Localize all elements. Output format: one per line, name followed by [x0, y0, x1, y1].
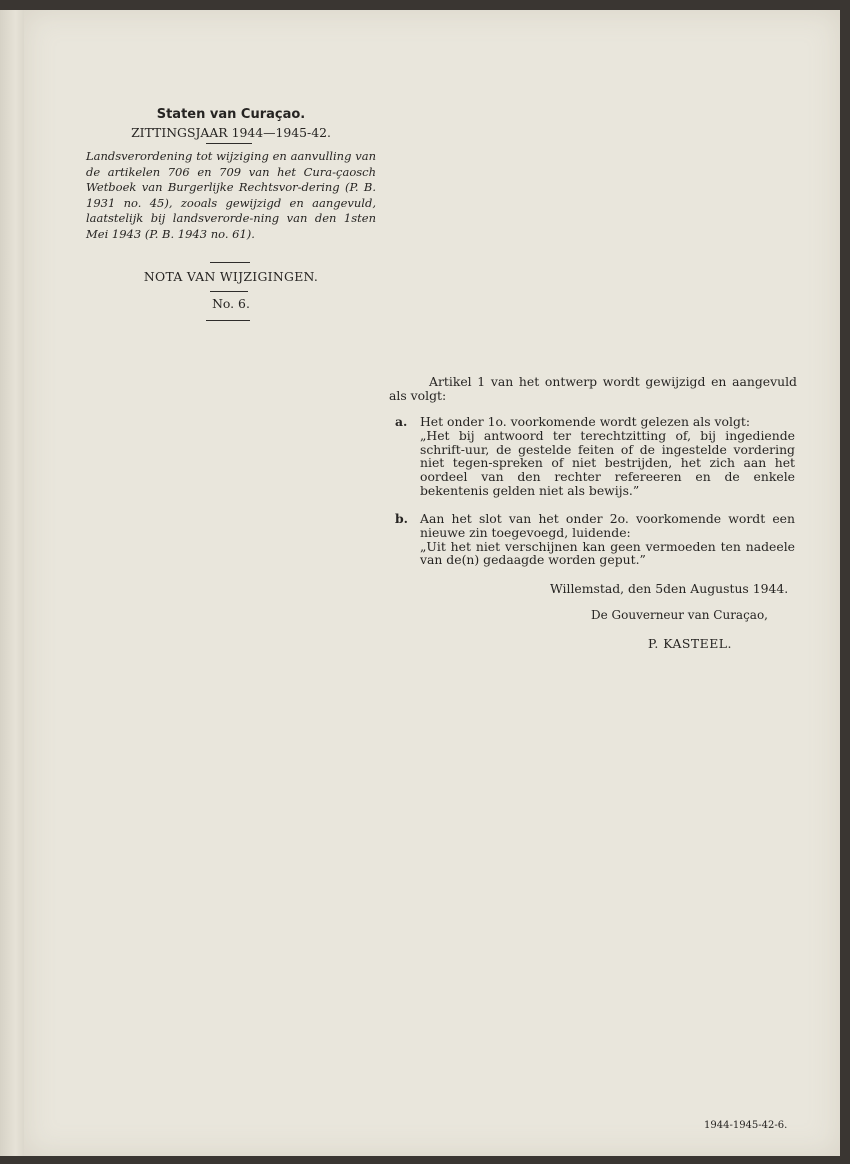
item-marker: b.	[395, 511, 408, 526]
amendment-a	[395, 415, 795, 498]
item-text: Het onder 1o. voorkomende wordt gelezen als volgt:	[420, 414, 751, 429]
place-date: Willemstad, den 5den Augustus 1944.	[550, 581, 789, 596]
divider-1	[210, 262, 250, 263]
item-quote: „Uit het niet verschijnen kan geen vermoeden ten nadeele van de(n) gedaagde worden geput.”	[420, 538, 795, 568]
signatory-name: P. KASTEEL.	[648, 636, 732, 651]
institution-title: Staten van Curaçao.	[156, 107, 306, 122]
signatory-title: De Gouverneur van Curaçao,	[591, 608, 768, 622]
item-text: Aan het slot van het onder 2o. voorkomende wordt een nieuwe zin toegevoegd, luidende:	[420, 511, 795, 540]
document-page	[24, 10, 840, 1156]
item-quote: „Het bij antwoord ter terechtzitting of, bij ingediende schrift-uur, de gestelde feiten of de ingestelde vordering niet tegen-spreken of niet bestrijden, het zich aan het oordeel van den rechter refereeren en de enkele bekentenis gelden niet als bewijs.”	[420, 427, 795, 498]
item-marker: a.	[395, 414, 408, 429]
amendment-b	[395, 512, 795, 567]
article-intro: Artikel 1 van het ontwerp wordt gewijzigd en aangevuld als volgt:	[389, 374, 797, 403]
divider-2	[210, 291, 248, 292]
page-reference: 1944-1945-42-6.	[704, 1120, 788, 1131]
scan-edge	[0, 10, 26, 1156]
divider-3	[206, 320, 250, 321]
document-type: NOTA VAN WIJZIGINGEN.	[143, 269, 319, 284]
divider-top	[206, 143, 252, 144]
subject-title: Landsverordening tot wijziging en aanvulling van de artikelen 706 en 709 van het Cura-çaosch Wetboek van Burgerlijke Rechtsvor-dering (P. B. 1931 no. 45), zooals gewijzigd en aangevuld, laatstelijk bij landsverorde-ning van den 1sten Mei 1943 (P. B. 1943 no. 61).	[86, 149, 376, 241]
session-year: ZITTINGSJAAR 1944—1945-42.	[131, 125, 331, 140]
note-number: No. 6.	[212, 296, 250, 311]
